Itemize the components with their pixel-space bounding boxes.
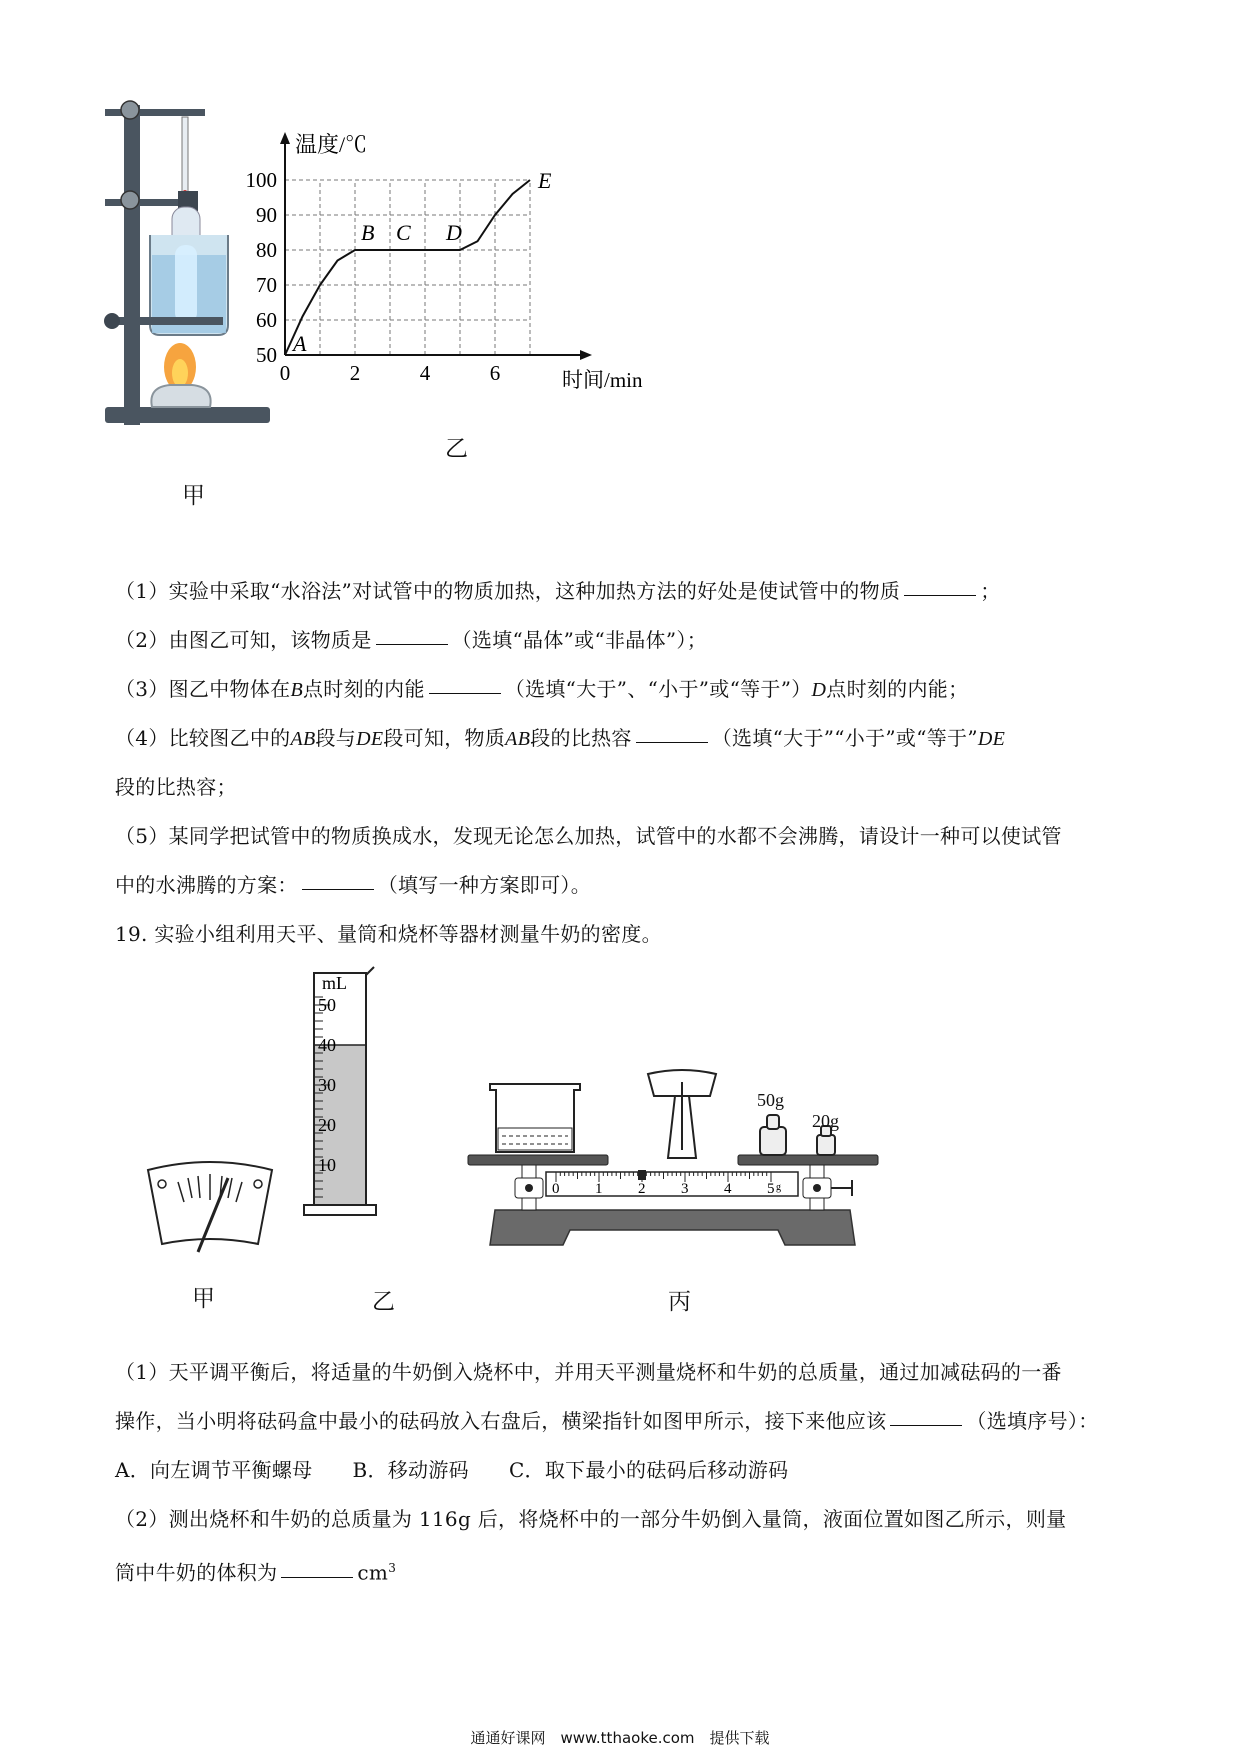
q18-part4-cont: 段的比热容； — [115, 775, 237, 799]
cylinder-base — [304, 1205, 376, 1215]
cylinder-tick-label: 40 — [318, 1035, 336, 1055]
figure-label-jia: 甲 — [182, 483, 205, 509]
footer-source: 通通好课网 www.tthaoke.com 提供下载 — [470, 1729, 770, 1747]
temperature-curve — [285, 180, 530, 355]
point-label-B: B — [361, 220, 375, 245]
measuring-cylinder — [310, 965, 420, 1265]
ruler-unit-label: g — [776, 1182, 781, 1193]
q19-part2: （2）测出烧杯和牛奶的总质量为 116g 后，将烧杯中的一部分牛奶倒入量筒，液面位置如图乙所示，则量 — [115, 1507, 1067, 1531]
y-tick-label: 50 — [256, 343, 277, 367]
answer-blank[interactable] — [904, 594, 976, 596]
cylinder-tick-label: 30 — [318, 1075, 336, 1095]
weight-50g-label: 50g — [757, 1090, 784, 1110]
answer-blank[interactable] — [302, 888, 374, 890]
ruler-tick-label: 0 — [552, 1181, 560, 1197]
q18-part5-cont: 中的水沸腾的方案： （填写一种方案即可）。 — [115, 873, 592, 897]
y-axis-arrow — [280, 132, 290, 144]
cylinder-tick-label: 20 — [318, 1115, 336, 1135]
ruler-tick-label: 5 — [767, 1181, 775, 1197]
answer-blank[interactable] — [429, 692, 501, 694]
cylinder-spout — [366, 967, 374, 975]
heating-apparatus-figure — [100, 95, 280, 475]
x-tick-label: 2 — [349, 361, 361, 385]
q18-part4: （4）比较图乙中的AB段与DE段可知，物质AB段的比热容 （选填“大于”“小于”或“等于”DE — [115, 726, 1006, 750]
option-c: C．取下最小的砝码后移动游码 — [508, 1458, 789, 1482]
q18-part3: （3）图乙中物体在B点时刻的内能 （选填“大于”、“小于”或“等于”）D点时刻的内能； — [115, 677, 969, 701]
y-tick-label: 80 — [256, 238, 277, 262]
cylinder-unit-label: mL — [322, 973, 347, 993]
point-label-D: D — [446, 220, 462, 245]
option-a: A．向左调节平衡螺母 — [115, 1458, 313, 1482]
q19-part1-cont: 操作，当小明将砝码盒中最小的砝码放入右盘后，横梁指针如图甲所示，接下来他应该 （选填序号）： — [115, 1409, 1099, 1433]
y-tick-label: 90 — [256, 203, 277, 227]
answer-blank[interactable] — [376, 643, 448, 645]
ruler-tick-label: 4 — [724, 1181, 732, 1197]
point-label-C: C — [396, 220, 411, 245]
answer-blank[interactable] — [281, 1576, 353, 1578]
temperature-time-chart — [245, 130, 735, 460]
x-tick-label: 6 — [489, 361, 501, 385]
q19-part2-cont: 筒中牛奶的体积为 $cm^3$ — [115, 1560, 397, 1585]
figure-label-jia-2: 甲 — [192, 1286, 215, 1312]
figure-label-bing: 丙 — [668, 1289, 691, 1315]
y-axis-label: 温度/℃ — [295, 132, 368, 157]
ruler-tick-label: 1 — [595, 1181, 603, 1197]
option-b: B．移动游码 — [352, 1458, 469, 1482]
balance-pointer-gauge — [140, 1158, 280, 1258]
point-label-A: A — [293, 331, 307, 356]
q19-options — [115, 1446, 1125, 1495]
x-axis-arrow — [580, 350, 592, 360]
figure-label-yi: 乙 — [445, 436, 468, 462]
y-tick-label: 70 — [256, 273, 277, 297]
q18-part2: （2）由图乙可知，该物质是 （选填“晶体”或“非晶体”）； — [115, 628, 708, 652]
y-tick-label: 60 — [256, 308, 277, 332]
lever-balance — [460, 1060, 880, 1290]
x-tick-label: 0 — [279, 361, 291, 385]
q19-stem: 19. 实验小组利用天平、量筒和烧杯等器材测量牛奶的密度。 — [115, 922, 662, 946]
ruler-tick-label: 2 — [638, 1181, 646, 1197]
point-label-E: E — [538, 168, 552, 193]
weight-20g-label: 20g — [812, 1111, 839, 1131]
answer-blank[interactable] — [636, 741, 708, 743]
q18-part5: （5）某同学把试管中的物质换成水，发现无论怎么加热，试管中的水都不会沸腾，请设计一种可以使试管 — [115, 824, 1062, 848]
figure-label-yi-2: 乙 — [372, 1289, 395, 1315]
ruler-tick-label: 3 — [681, 1181, 689, 1197]
cylinder-tick-label: 50 — [318, 995, 336, 1015]
answer-blank[interactable] — [890, 1424, 962, 1426]
x-axis-label: 时间/min — [562, 368, 643, 392]
cylinder-tick-label: 10 — [318, 1155, 336, 1175]
q19-part1: （1）天平调平衡后，将适量的牛奶倒入烧杯中，并用天平测量烧杯和牛奶的总质量，通过加减砝码的一番 — [115, 1360, 1062, 1384]
x-tick-label: 4 — [419, 361, 431, 385]
y-tick-label: 100 — [245, 168, 277, 192]
q18-part1: （1）实验中采取“水浴法”对试管中的物质加热，这种加热方法的好处是使试管中的物质 ； — [115, 579, 1001, 603]
